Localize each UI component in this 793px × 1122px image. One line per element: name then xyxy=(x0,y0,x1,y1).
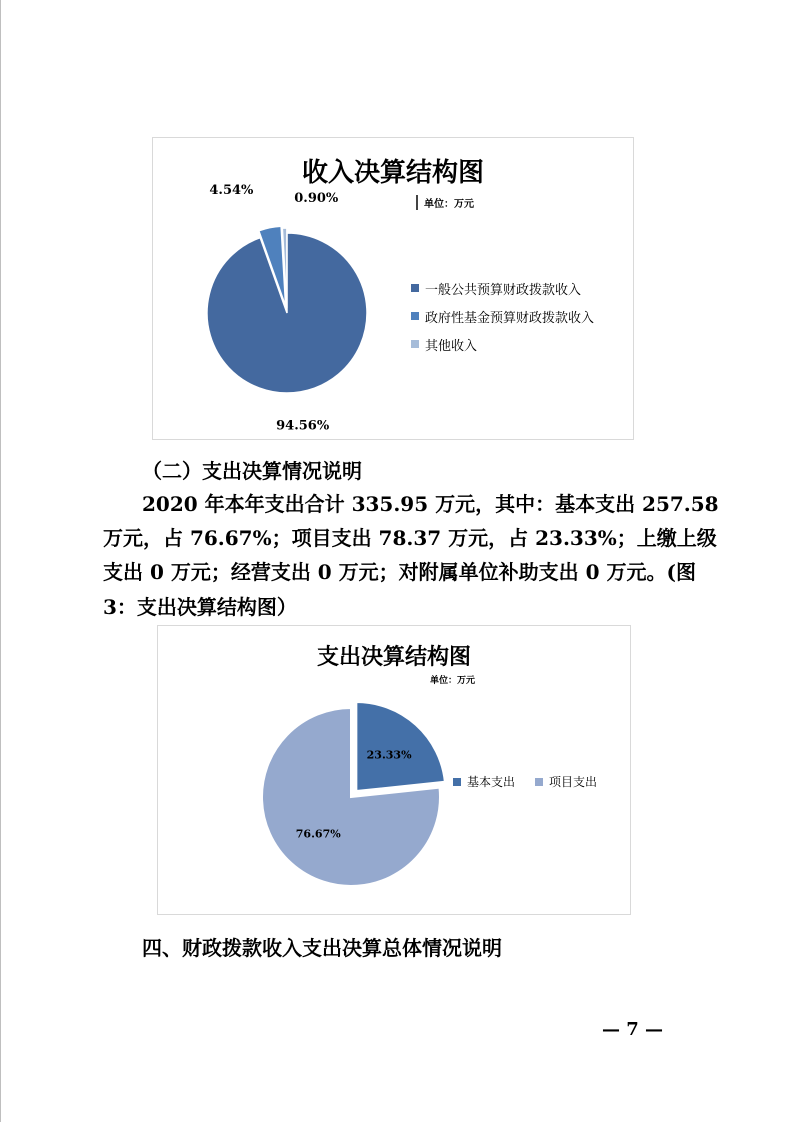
expenditure-structure-chart xyxy=(157,625,631,915)
section-4-heading: 四、财政拨款收入支出决算总体情况说明 xyxy=(142,936,502,960)
legend-item-basic xyxy=(453,773,515,790)
body-line: 3：支出决算结构图） xyxy=(103,595,297,619)
page-number: — 7 — xyxy=(602,1019,664,1040)
slice-label: 94.56% xyxy=(276,418,330,434)
legend xyxy=(411,274,594,358)
unit-note: 单位：万元 xyxy=(430,676,476,686)
slice-label: 0.90% xyxy=(294,191,339,207)
legend xyxy=(453,773,597,790)
legend-item-project xyxy=(535,773,597,790)
legend-swatch xyxy=(535,778,543,786)
legend-swatch xyxy=(411,284,419,292)
body-line: 万元，占 76.67%；项目支出 78.37 万元，占 23.33%；上缴上级 xyxy=(103,526,717,550)
slice-label: 23.33% xyxy=(366,748,412,762)
chart-title: 收入决算结构图 xyxy=(301,158,484,188)
legend-label: 政府性基金预算财政拨款收入 xyxy=(425,310,595,326)
page-edge xyxy=(0,0,1,1122)
legend-item-other xyxy=(411,330,594,358)
legend-label: 其他收入 xyxy=(425,338,478,354)
chart-title: 支出决算结构图 xyxy=(316,645,471,670)
legend-label: 一般公共预算财政拨款收入 xyxy=(425,282,582,298)
legend-label: 项目支出 xyxy=(549,775,598,789)
legend-swatch xyxy=(411,312,419,320)
legend-item-gov-fund xyxy=(411,302,594,330)
slice-label: 76.67% xyxy=(295,827,341,841)
legend-swatch xyxy=(453,778,461,786)
section-heading: （二）支出决算情况说明 xyxy=(142,459,362,483)
legend-item-general-budget xyxy=(411,274,594,302)
unit-note: 单位：万元 xyxy=(416,195,474,210)
legend-swatch xyxy=(411,340,419,348)
legend-label: 基本支出 xyxy=(467,775,516,789)
slice-label: 4.54% xyxy=(209,182,254,198)
income-structure-chart xyxy=(152,137,634,440)
body-line: 2020 年本年支出合计 335.95 万元，其中：基本支出 257.58 xyxy=(142,492,719,516)
body-line: 支出 0 万元；经营支出 0 万元；对附属单位补助支出 0 万元。(图 xyxy=(103,560,696,584)
pie-slice xyxy=(356,702,445,791)
